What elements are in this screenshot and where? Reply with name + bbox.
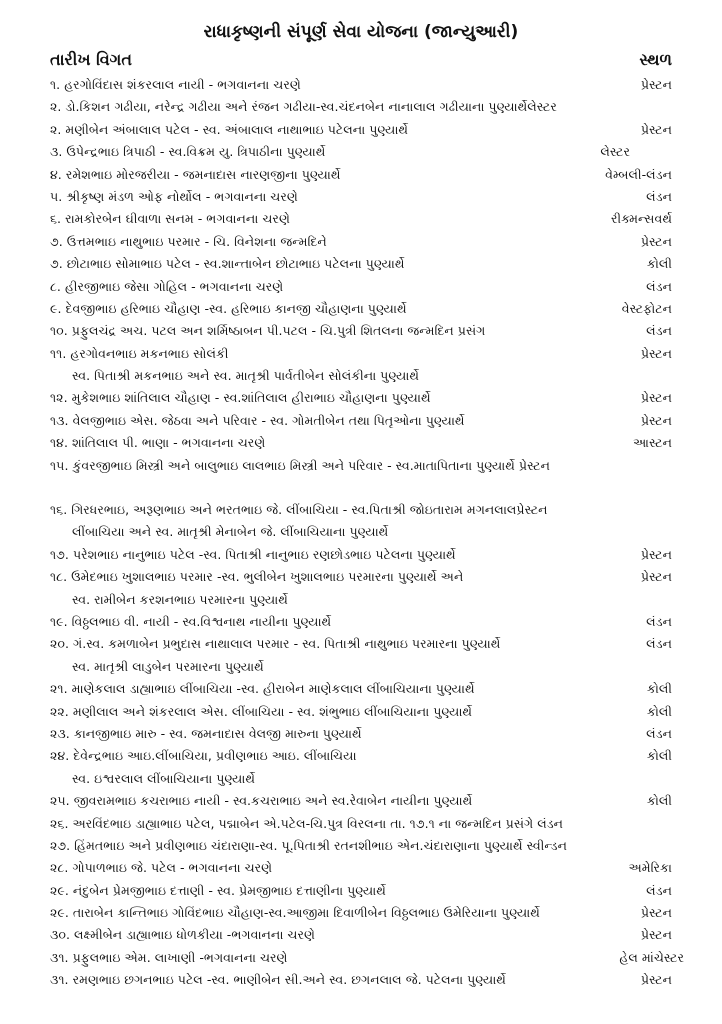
item-place: કોલી (646, 681, 672, 697)
list-item (50, 164, 672, 186)
item-place: અમેરિકા (628, 860, 672, 876)
item-detail: પરેશભાઇ નાનુભાઇ પટેલ -સ્વ. પિતાશ્રી નાનુભાઇ રણછોડભાઇ પટેલના પુણ્યાર્થે (72, 546, 456, 562)
item-number: ૧૫. (50, 457, 69, 473)
item-detail: વેલજીભાઇ એસ. જેઠવા અને પરિવાર - સ્વ. ગોમતીબેન તથા પિતૃઓના પુણ્યાર્થે (72, 412, 465, 428)
item-detail: અરવિંદભાઇ ડાહ્યાભાઇ પટેલ, પદ્માબેન એ.પટેલ-ચિ.પુત્ર વિરલના તા. ૧૭.૧ ના જન્મદિન પ્રસંગે લંડન (72, 815, 564, 831)
item-number: ૧૭. (50, 546, 69, 562)
list-item (50, 678, 672, 700)
item-detail: ઉત્તમભાઇ નાથુભાઇ પરમાર - ચિ. વિનેશના જન્મદિને (66, 233, 327, 249)
item-detail: ઉમેદભાઇ ખુશાલભાઇ પરમાર -સ્વ. ભુલીબેન ખુશાલભાઇ પરમારના પુણ્યાર્થે અને (71, 569, 464, 585)
item-detail: રમેશભાઇ મોરજરીયા - જમનાદાસ નારણજીના પુણ્યાર્થે (65, 166, 341, 182)
item-number: ૧૪. (50, 435, 68, 451)
item-detail: મણીબેન અંબાલાલ પટેલ - સ્વ. અંબાલાલ નાથાભાઇ પટેલના પુણ્યાર્થે (65, 121, 409, 137)
list-item (50, 790, 672, 812)
item-detail: મુકેશભાઇ શાંતિલાલ ચૌહાણ - સ્વ.શાંતિલાલ હીરાભાઇ ચૌહાણના પુણ્યાર્થે (71, 390, 431, 406)
item-place: કોલી (646, 748, 672, 764)
list-item (50, 566, 672, 588)
item-number: ૩. (50, 144, 63, 160)
list-item (50, 276, 672, 298)
item-place: પ્રેસ્ટન (640, 77, 672, 92)
item-place: લંડન (646, 188, 672, 204)
item-number: ૧૬. (50, 502, 68, 518)
list-item-continuation (50, 656, 672, 678)
item-detail: હરગોવનભાઇ મકનભાઇ સોલંકી (70, 345, 229, 361)
item-detail: સ્વ. પિતાશ્રી મકનભાઇ અને સ્વ. માતૃશ્રી પાર્વતીબેન સોલંકીના પુણ્યાર્થે (72, 368, 420, 384)
item-place: પ્રેસ્ટન (640, 927, 672, 943)
item-number: ૬. (50, 211, 62, 227)
item-place: પ્રેસ્ટન (640, 569, 672, 585)
list-item (50, 186, 672, 208)
item-number: ૧૩. (50, 412, 69, 428)
item-detail: તારાબેન કાન્તિભાઇ ગોવિંદભાઇ ચૌહાણ-સ્વ.આજીમા દિવાળીબેન વિઠ્ઠલભાઇ ઉમેરિયાના પુણ્યાર્થે (72, 905, 540, 921)
list-item (50, 880, 672, 902)
list-item-continuation (50, 365, 672, 387)
list-item (50, 410, 672, 432)
item-number: ૩૧. (50, 972, 69, 988)
item-place: પ્રેસ્ટન (640, 121, 672, 137)
list-item (50, 499, 672, 521)
item-place: કોલી (646, 256, 672, 272)
item-number: ૭. (50, 233, 63, 249)
item-number: ૨૮. (50, 860, 69, 876)
item-detail: માણેકલાલ ડાહ્યાભાઇ લીંબાચિયા -સ્વ. હીરાબેન માણેકલાલ લીંબાચિયાના પુણ્યાર્થે (71, 681, 475, 697)
item-detail: લીંબાચિયા અને સ્વ. માતૃશ્રી મેનાબેન જે. લીંબાચિયાના પુણ્યાર્થે (72, 524, 389, 540)
item-number: ૨૩. (50, 725, 70, 741)
item-detail: શ્રીકૃષ્ણ મંડળ ઓફ નોર્થોલ - ભગવાનના ચરણે (66, 188, 298, 204)
item-place: પ્રેસ્ટન (640, 345, 672, 361)
item-place: વેમ્બલી-લંડન (605, 166, 672, 182)
seva-list (50, 74, 684, 992)
item-number: ૨. (50, 121, 62, 137)
item-number: ૩૧. (50, 949, 69, 965)
list-item-continuation (50, 768, 672, 790)
item-place: પ્રેસ્ટન (640, 905, 672, 921)
item-place: પ્રેસ્ટન (640, 233, 672, 249)
item-number: ૨૭. (50, 837, 71, 853)
item-place: કોલી (646, 703, 672, 719)
item-place: આસ્ટન (633, 435, 672, 451)
item-number: ૮. (50, 278, 61, 294)
item-place: લંડન (646, 278, 672, 294)
list-item (50, 253, 672, 275)
item-detail: ગોપાળભાઇ જે. પટેલ - ભગવાનના ચરણે (72, 860, 273, 876)
item-detail: રમણભાઇ છગનભાઇ પટેલ -સ્વ. ભાણીબેન સી.અને સ્વ. છગનલાલ જે. પટેલના પુણ્યાર્થે (72, 972, 506, 988)
item-number: ૧૧. (50, 345, 67, 361)
item-detail: પ્રફુલચંદ્ર અચ. પટલ અન શર્મિષ્ઠાબન પી.પટલ - ચિ.પુત્રી શિતલના જન્મદિન પ્રસંગ (71, 323, 486, 339)
item-number: ૧૯. (50, 613, 68, 629)
item-place: પ્રેસ્ટન (640, 390, 672, 406)
list-item (50, 611, 672, 633)
list-item (50, 320, 672, 342)
item-detail: ગિરધરભાઇ, અરૂણભાઇ અને ભરતભાઇ જે. લીંબાચિયા - સ્વ.પિતાશ્રી જોઇતારામ મગનલાલપ્રેસ્ટન (71, 502, 548, 518)
item-detail: હિંમતભાઇ અને પ્રવીણભાઇ ચંદારાણા-સ્વ. પૂ.પિતાશ્રી રતનશીભાઇ એન.ચંદારાણાના પુણ્યાર્થે સ્વીન્ડન (74, 837, 567, 853)
list-item (50, 343, 672, 365)
list-item (50, 231, 672, 253)
item-detail: સ્વ. ઇશ્વરલાલ લીંબાચિયાના પુણ્યાર્થે (72, 770, 256, 786)
list-item (50, 947, 684, 969)
list-item (50, 208, 672, 230)
item-number: ૨૯. (50, 882, 69, 898)
list-item (50, 969, 672, 991)
item-detail: દેવજીભાઇ હરિભાઇ ચૌહાણ -સ્વ. હરિભાઇ કાનજી ચૌહાણના પુણ્યાર્થે (65, 300, 407, 316)
list-item (50, 432, 672, 454)
item-place: લંડન (646, 882, 672, 898)
item-place: લેસ્ટર (600, 144, 630, 160)
item-detail: છોટાભાઇ સોમાભાઇ પટેલ - સ્વ.શાન્તાબેન છોટાભાઇ પટેલના પુણ્યાર્થે (66, 256, 405, 272)
list-item (50, 813, 672, 835)
item-detail: જીવરામભાઇ કચરાભાઇ નાયી - સ્વ.કચરાભાઇ અને સ્વ.રેવાબેન નાયીના પુણ્યાર્થે (73, 793, 473, 809)
item-number: ૨૨. (50, 703, 69, 719)
item-number: ૭. (50, 256, 63, 272)
item-place: લંડન (646, 636, 672, 652)
list-spacer (50, 477, 672, 499)
list-item (50, 701, 672, 723)
item-detail: હીરજીભાઇ જેસા ગોહિલ - ભગવાનના ચરણે (64, 278, 284, 294)
item-number: ૨૫. (50, 793, 70, 809)
item-detail: વિઠ્ઠલભાઇ વી. નાયી - સ્વ.વિશ્વનાથ નાયીના પુણ્યાર્થે (71, 613, 332, 629)
list-item (50, 455, 672, 477)
item-detail: ડો.કિશન ગઢીયા, નરેન્દ્ર ગઢીયા અને રંજન ગઢીયા-સ્વ.ચંદનબેન નાનાલાલ ગઢીયાના પુણ્યાર્થેલેસ્ટર (65, 99, 557, 115)
item-detail: રામકોરબેન ઘીવાળા સનમ - ભગવાનના ચરણે (65, 211, 290, 227)
item-detail: પ્રફુલભાઇ એમ. લાખાણી -ભગવાનના ચરણે (72, 949, 288, 965)
item-number: ૫. (50, 188, 63, 204)
list-item (50, 387, 672, 409)
list-item (50, 835, 672, 857)
list-item (50, 902, 672, 924)
item-detail: ગં.સ્વ. કમળાબેન પ્રભુદાસ નાથાલાલ પરમાર - સ્વ. પિતાશ્રી નાથુભાઇ પરમારના પુણ્યાર્થે (73, 636, 501, 652)
item-number: ૩૦. (50, 927, 70, 943)
list-item (50, 141, 672, 163)
item-number: ૨૬. (50, 815, 69, 831)
item-number: ૨૧. (50, 681, 68, 697)
list-item (50, 633, 672, 655)
list-item (50, 723, 672, 745)
header-place: સ્થળ (639, 50, 672, 69)
item-detail: નંદુબેન પ્રેમજીભાઇ દત્તાણી - સ્વ. પ્રેમજીભાઇ દત્તાણીના પુણ્યાર્થે (72, 882, 386, 898)
header-date-detail: તારીખ વિગત (50, 50, 132, 69)
item-detail: મણીલાલ અને શંકરલાલ એસ. લીંબાચિયા - સ્વ. શંભુભાઇ લીંબાચિયાના પુણ્યાર્થે (72, 703, 473, 719)
item-number: ૨. (50, 99, 62, 115)
item-place: કોલી (646, 793, 672, 809)
item-number: ૧૮. (50, 569, 68, 585)
list-item (50, 745, 672, 767)
list-item (50, 74, 672, 96)
item-number: ૧. (50, 77, 61, 92)
item-place: હેલ માંચેસ્ટર (619, 949, 684, 965)
list-item-continuation (50, 521, 672, 543)
item-detail: સ્વ. રામીબેન કરશનભાઇ પરમારના પુણ્યાર્થે (72, 591, 288, 607)
item-number: ૨૪. (50, 748, 70, 764)
list-item (50, 924, 672, 946)
item-number: ૯. (50, 300, 62, 316)
item-detail: શાંતિલાલ પી. ભાણા - ભગવાનના ચરણે (72, 435, 266, 451)
item-place: લંડન (646, 725, 672, 741)
item-place: પ્રેસ્ટન (640, 972, 672, 988)
list-item (50, 544, 672, 566)
list-item (50, 119, 672, 141)
item-place: વેસ્ટફોટન (621, 300, 672, 316)
item-detail: કુંવરજીભાઇ મિસ્ત્રી અને બાલુભાઇ લાલભાઇ મિસ્ત્રી અને પરિવાર - સ્વ.માતાપિતાના પુણ્યાર્થે પ્રેસ્ટન (72, 457, 551, 473)
item-place: રીક્મન્સવર્થ (611, 211, 672, 227)
list-item-continuation (50, 589, 672, 611)
item-detail: દેવેન્દ્રભાઇ આઇ.લીંબાચિયા, પ્રવીણભાઇ આઇ. લીંબાચિયા (73, 748, 357, 764)
item-number: ૨૯. (50, 905, 69, 921)
item-place: લંડન (646, 613, 672, 629)
item-detail: સ્વ. માતૃશ્રી લાડુબેન પરમારના પુણ્યાર્થે (72, 658, 264, 674)
item-number: ૧૨. (50, 390, 68, 406)
list-item (50, 857, 672, 879)
item-number: ૨૦. (50, 636, 69, 652)
item-place: લંડન (646, 323, 672, 339)
list-item (50, 298, 672, 320)
item-place: પ્રેસ્ટન (640, 546, 672, 562)
item-number: ૧૦. (50, 323, 68, 339)
item-number: ૪. (50, 166, 62, 182)
document-title: રાધાકૃષ્ણની સંપૂર્ણ સેવા યોજના (જાન્યુઆરી) (203, 22, 519, 42)
list-item (50, 96, 672, 118)
item-detail: લક્ષ્મીબેન ડાહ્યાભાઇ ધોળકીયા -ભગવાનના ચરણે (74, 927, 315, 943)
item-detail: ઉપેન્દ્રભાઇ ત્રિપાઠી - સ્વ.વિક્રમ યુ. ત્રિપાઠીના પુણ્યાર્થે (66, 144, 326, 160)
item-detail: હરગોવિંદાસ શંકરલાલ નાયી - ભગવાનના ચરણે (64, 77, 301, 92)
item-detail: કાનજીભાઇ મારુ - સ્વ. જમનાદાસ વેલજી મારુના પુણ્યાર્થે (73, 725, 362, 741)
item-place: પ્રેસ્ટન (640, 412, 672, 428)
